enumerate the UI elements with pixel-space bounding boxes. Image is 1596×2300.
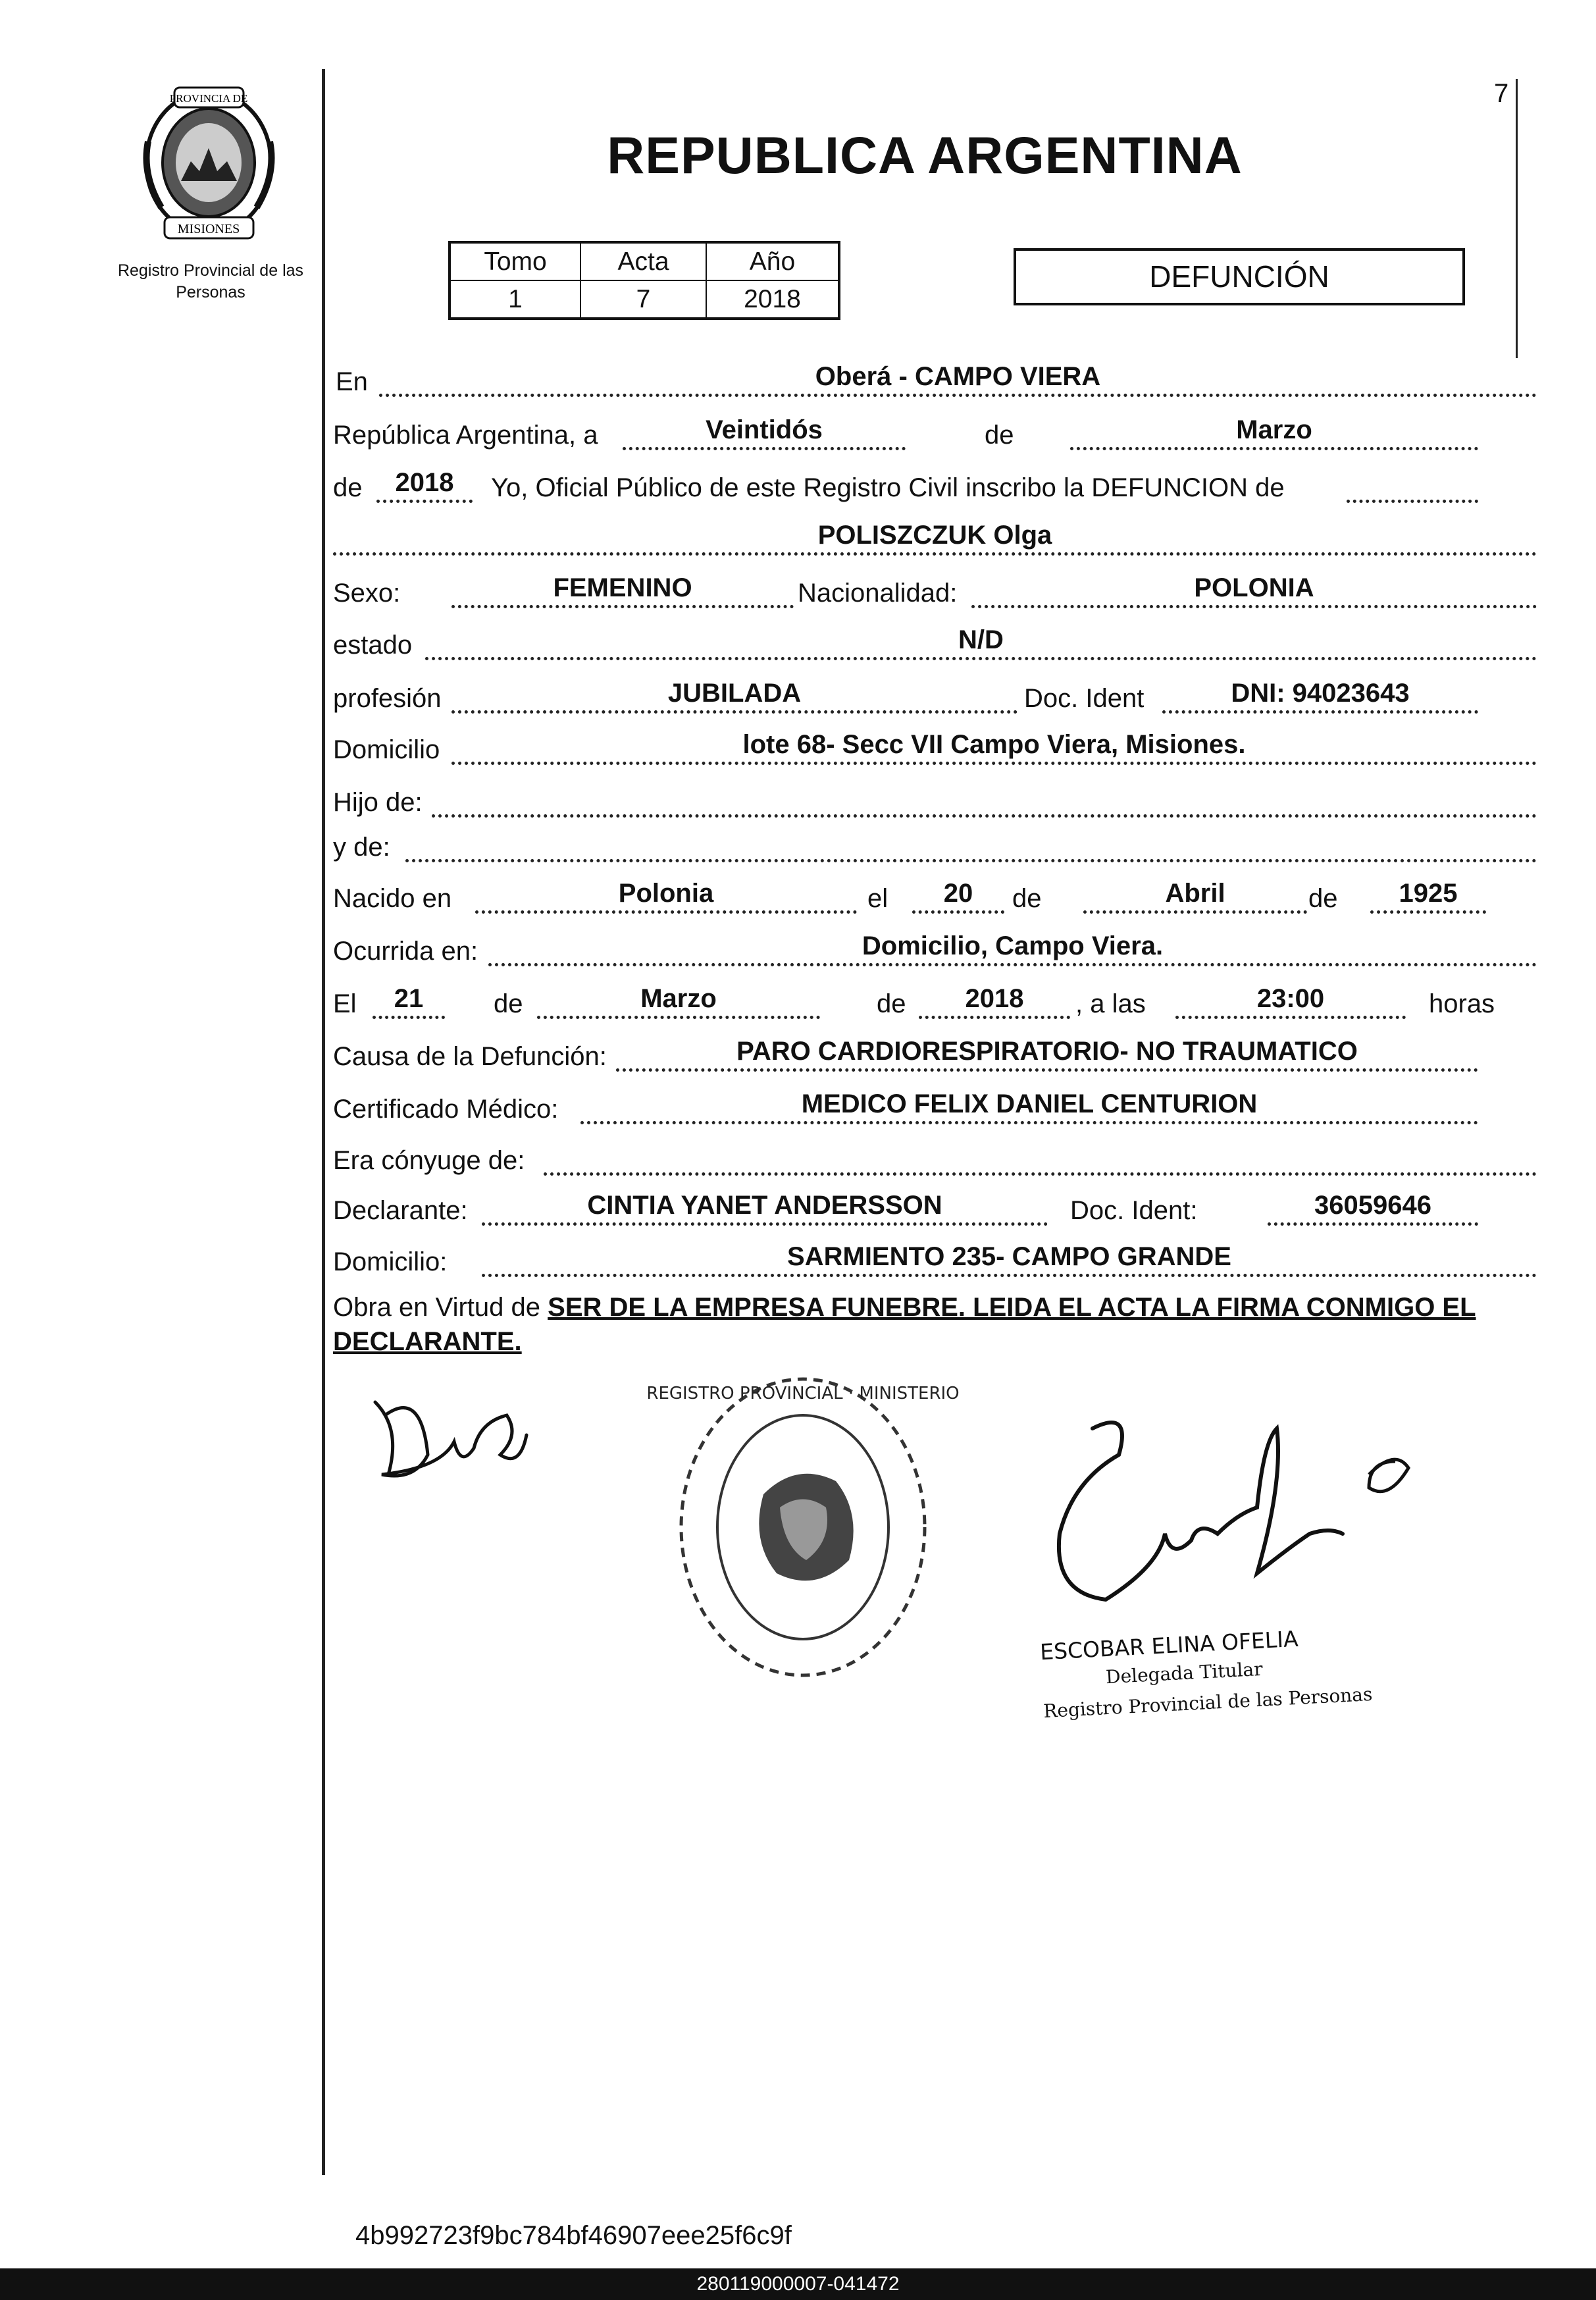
row-conyuge (333, 1144, 1537, 1185)
official-org: Registro Provincial de las Personas (1043, 1683, 1374, 1723)
crest-label-top: PROVINCIA DE (169, 92, 248, 105)
field-birth-year: 1925 (1370, 877, 1486, 914)
field-sexo: FEMENINO (451, 572, 794, 608)
label-causa: Causa de la Defunción: (333, 1042, 607, 1071)
acta-header: Acta (580, 242, 706, 280)
label-domicilio-2: Domicilio: (333, 1247, 448, 1276)
label-de: de (985, 421, 1014, 450)
label-estado: estado (333, 631, 413, 660)
right-margin-rule (1516, 79, 1518, 358)
label-nacido: Nacido en (333, 884, 452, 913)
label-hijo: Hijo de: (333, 788, 423, 817)
label-de-death-year: de (877, 989, 906, 1018)
field-death-time: 23:00 (1175, 983, 1406, 1019)
field-certificado: MEDICO FELIX DANIEL CENTURION (580, 1088, 1478, 1124)
field-deceased-name: POLISZCZUK Olga (333, 519, 1537, 556)
row-hijo (333, 786, 1537, 827)
field-declarante-doc: 36059646 (1268, 1189, 1478, 1226)
field-year-blank (1347, 467, 1478, 503)
obra-paragraph (333, 1290, 1518, 1359)
label-de-birth-year: de (1308, 884, 1338, 913)
official-name: ESCOBAR ELINA OFELIA (1039, 1625, 1299, 1665)
field-birth-day: 20 (912, 877, 1004, 914)
label-republica: República Argentina, a (333, 421, 598, 450)
record-type-box: DEFUNCIÓN (1014, 248, 1465, 305)
field-day-words: Veintidós (623, 414, 906, 450)
row-date (333, 415, 1537, 459)
acta-value: 7 (580, 280, 706, 319)
tomo-header: Tomo (450, 242, 580, 280)
row-domicilio (333, 730, 1537, 774)
field-nacido-en: Polonia (475, 877, 857, 914)
field-place: Oberá - CAMPO VIERA (379, 361, 1537, 397)
field-conyuge (544, 1139, 1537, 1176)
field-domicilio: lote 68- Secc VII Campo Viera, Misiones. (451, 729, 1537, 765)
label-certificado: Certificado Médico: (333, 1095, 559, 1124)
row-place (333, 362, 1537, 406)
official-signature (1000, 1402, 1448, 1623)
row-nacido (333, 879, 1537, 923)
field-death-month: Marzo (537, 983, 820, 1019)
field-causa: PARO CARDIORESPIRATORIO- NO TRAUMATICO (616, 1035, 1478, 1072)
label-yde: y de: (333, 833, 390, 862)
row-certificado (333, 1089, 1537, 1134)
anio-value: 2018 (706, 280, 839, 319)
left-margin-rule (322, 69, 325, 2175)
field-birth-month: Abril (1083, 877, 1307, 914)
tomo-value: 1 (450, 280, 580, 319)
document-hash: 4b992723f9bc784bf46907eee25f6c9f (355, 2221, 792, 2250)
label-conyuge: Era cónyuge de: (333, 1146, 525, 1175)
label-alas: , a las (1075, 989, 1146, 1018)
row-year (333, 468, 1537, 512)
crest-caption: Registro Provincial de las Personas (117, 261, 304, 301)
official-seal (646, 1363, 960, 1695)
row-causa (333, 1037, 1537, 1081)
label-en: En (336, 367, 368, 396)
field-death-day: 21 (373, 983, 445, 1019)
field-year: 2018 (376, 467, 473, 503)
field-death-year: 2018 (919, 983, 1070, 1019)
row-domicilio-2 (333, 1242, 1537, 1286)
label-declarante: Declarante: (333, 1196, 468, 1225)
label-el: el (867, 884, 888, 913)
row-yde (333, 831, 1537, 872)
field-nacionalidad: POLONIA (971, 572, 1537, 608)
row-declarante (333, 1191, 1537, 1235)
label-doc-ident: Doc. Ident (1024, 684, 1145, 713)
label-profesion: profesión (333, 684, 442, 713)
anio-header: Año (706, 242, 839, 280)
official-title: Delegada Titular (1105, 1658, 1264, 1688)
label-de-year: de (333, 473, 363, 502)
row-ocurrida (333, 931, 1537, 976)
label-doc-ident-2: Doc. Ident: (1070, 1196, 1198, 1225)
field-doc-ident: DNI: 94023643 (1162, 677, 1478, 714)
seal-text: REGISTRO PROVINCIAL · MINISTERIO (646, 1384, 960, 1403)
registry-reference-table (448, 241, 840, 320)
row-death-date (333, 984, 1537, 1028)
field-declarante: CINTIA YANET ANDERSSON (482, 1189, 1048, 1226)
field-profesion: JUBILADA (451, 677, 1017, 714)
crest-label-bottom: MISIONES (177, 222, 240, 236)
label-ocurrida: Ocurrida en: (333, 937, 478, 966)
label-domicilio: Domicilio (333, 735, 440, 764)
page-number: 7 (1494, 79, 1509, 108)
barcode-footer: 280119000007-041472 (0, 2268, 1596, 2300)
row-deceased (333, 521, 1537, 565)
label-nacionalidad: Nacionalidad: (798, 579, 958, 608)
field-month: Marzo (1070, 414, 1478, 450)
row-estado (333, 625, 1537, 669)
inscribo-text: Yo, Oficial Público de este Registro Civil inscribo la DEFUNCION de (491, 473, 1285, 502)
field-declarante-domicilio: SARMIENTO 235- CAMPO GRANDE (482, 1241, 1537, 1277)
field-yde (405, 826, 1537, 862)
row-profesion (333, 679, 1537, 723)
province-crest (135, 82, 283, 244)
label-de-death: de (494, 989, 523, 1018)
label-sexo: Sexo: (333, 579, 401, 608)
label-el-death: El (333, 989, 357, 1018)
label-de-birth: de (1012, 884, 1042, 913)
field-estado: N/D (425, 624, 1537, 660)
field-hijo (432, 781, 1537, 818)
label-obra: Obra en Virtud de (333, 1293, 541, 1322)
label-horas: horas (1429, 989, 1495, 1018)
country-title: REPUBLICA ARGENTINA (607, 126, 1243, 184)
row-sexo (333, 573, 1537, 617)
field-obra-text: SER DE LA EMPRESA FUNEBRE. LEIDA EL ACTA LA FIRMA CONMIGO EL DECLARANTE. (333, 1293, 1476, 1356)
field-ocurrida: Domicilio, Campo Viera. (488, 930, 1537, 966)
declarant-signature (355, 1376, 553, 1498)
